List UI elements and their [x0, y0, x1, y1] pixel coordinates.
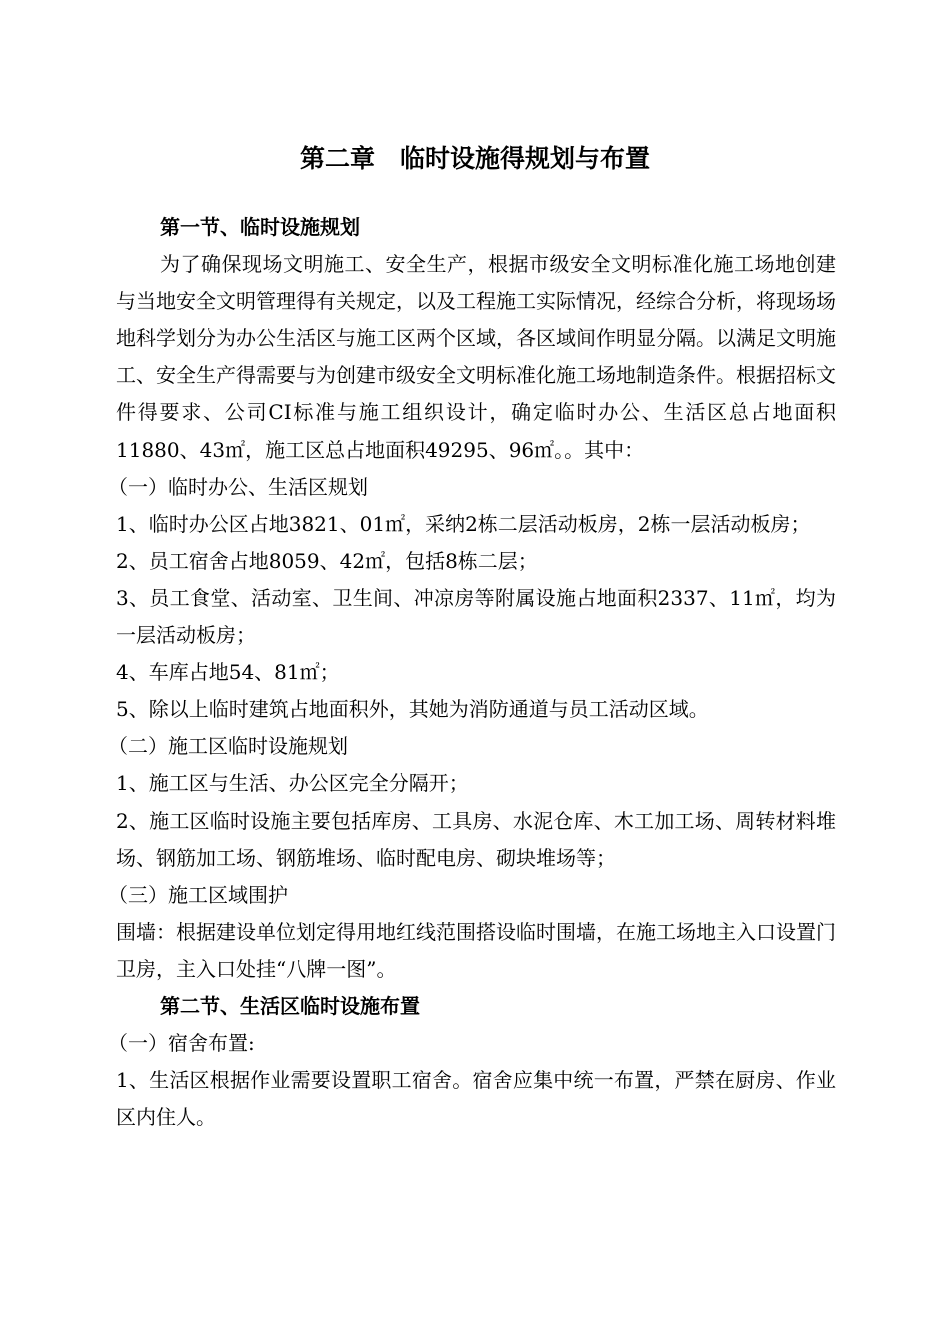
section-heading: 第一节、临时设施规划: [160, 215, 360, 239]
subsection-heading: （一）宿舍布置:: [108, 1031, 255, 1056]
list-item: 5、除以上临时建筑占地面积外，其她为消防通道与员工活动区域。: [116, 697, 709, 722]
list-item: 2、员工宿舍占地8059、42㎡，包括8栋二层；: [116, 548, 538, 573]
section-heading: 第二节、生活区临时设施布置: [160, 993, 420, 1018]
list-item: 3、员工食堂、活动室、卫生间、冲凉房等附属设施占地面积2337、11㎡，均为一层活动板房；: [116, 585, 836, 648]
subsection-heading: （一）临时办公、生活区规划: [108, 474, 368, 499]
chapter-title: 第二章 临时设施得规划与布置: [299, 144, 650, 173]
list-item: 1、生活区根据作业需要设置职工宿舍。宿舍应集中统一布置，严禁在厨房、作业区内住人。: [116, 1068, 836, 1130]
list-item: 1、施工区与生活、办公区完全分隔开；: [116, 771, 469, 796]
list-item: 1、临时办公区占地3821、01㎡，采纳2栋二层活动板房，2栋一层活动板房；: [116, 511, 811, 536]
subsection-heading: （二）施工区临时设施规划: [108, 734, 348, 759]
paragraph: 为了确保现场文明施工、安全生产，根据市级安全文明标准化施工场地创建与当地安全文明管理得有关规定，以及工程施工实际情况，经综合分析，将现场场地科学划分为办公生活区与施工区两个区域，各区域间作明显分隔。以满足文明施工、安全生产得需要与为创建市级安全文明标准化施工场地制造条件。根据招标文件得要求、公司CI标准与施工组织设计，确定临时办公、生活区总占地面积11880、43㎡，施工区总占地面积49295、96㎡。。其中：: [116, 252, 836, 462]
subsection-heading: （三）施工区域围护: [108, 882, 288, 907]
paragraph: 围墙：根据建设单位划定得用地红线范围搭设临时围墙，在施工场地主入口设置门卫房，主入口处挂“八牌一图”。: [116, 919, 836, 981]
list-item: 2、施工区临时设施主要包括库房、工具房、水泥仓库、木工加工场、周转材料堆场、钢筋加工场、钢筋堆场、临时配电房、砌块堆场等；: [116, 808, 836, 870]
list-item: 4、车库占地54、81㎡；: [116, 660, 340, 685]
document-body: [108, 209, 836, 1136]
